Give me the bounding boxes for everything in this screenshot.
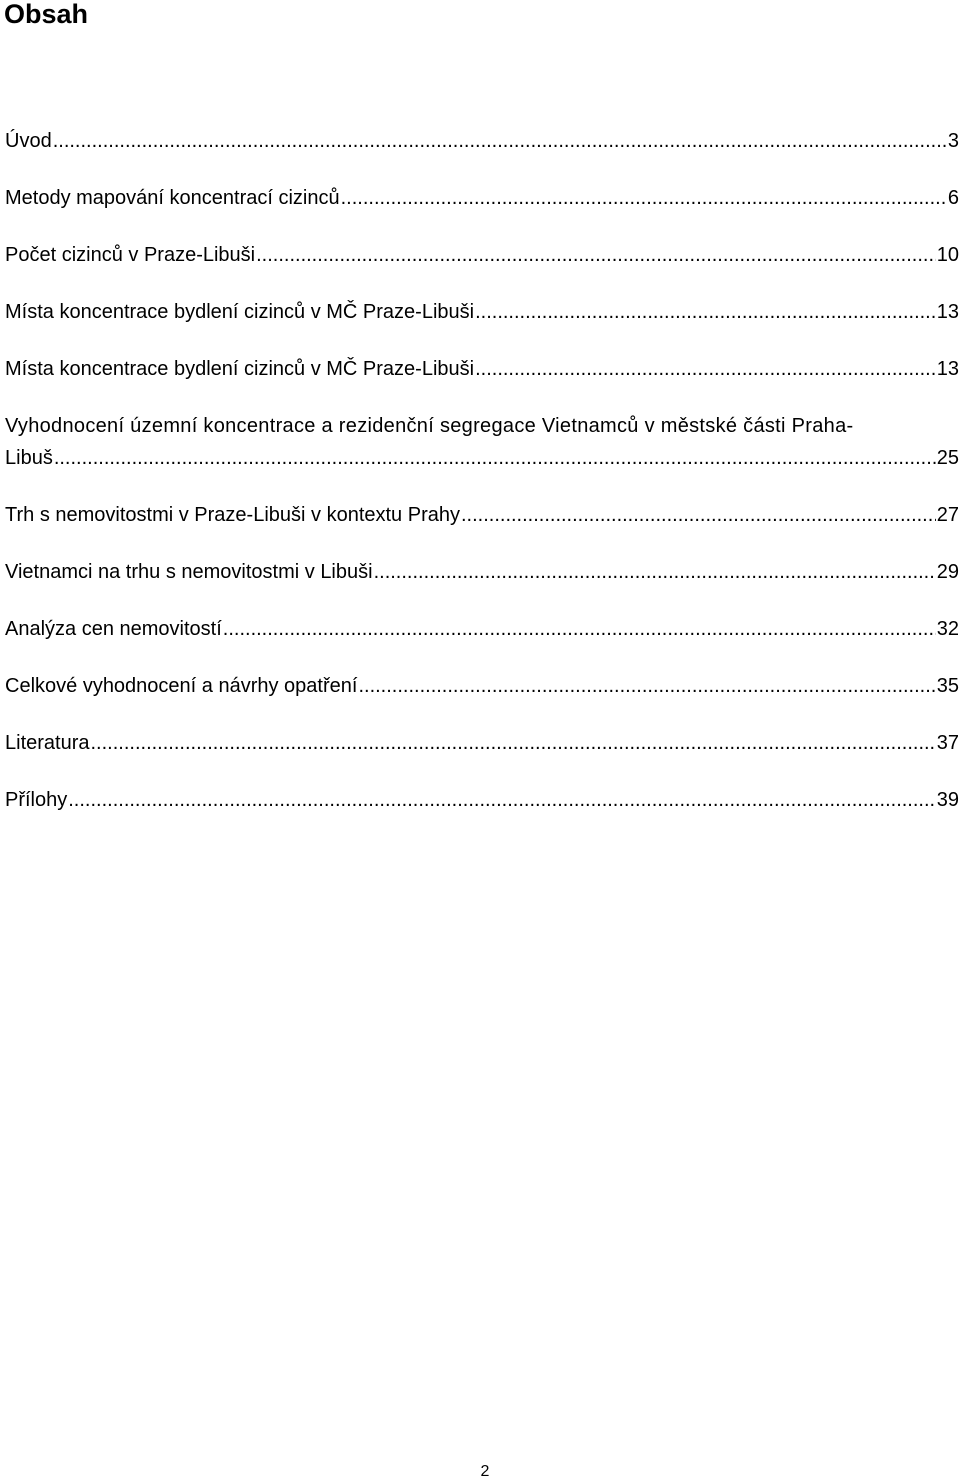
toc-dot-leader [341,182,947,214]
toc-entry[interactable] [5,410,959,474]
toc-page-number: 37 [936,732,959,754]
toc-entry[interactable] [5,125,959,157]
toc-dot-leader [91,727,936,759]
toc-entry[interactable] [5,613,959,645]
toc-dot-leader [54,442,936,474]
toc-line [5,353,959,385]
toc-entry[interactable] [5,182,959,214]
toc-line [5,125,959,157]
toc-entry-title: Místa koncentrace bydlení cizinců v MČ Praze-Libuši [5,358,475,380]
toc-line [5,296,959,328]
toc-entry[interactable] [5,499,959,531]
toc-entry-title: Počet cizinců v Praze-Libuši [5,244,256,266]
toc-entry-title: Přílohy [5,789,68,811]
toc-entry[interactable] [5,727,959,759]
page-number: 2 [480,1463,490,1480]
toc-page-number: 13 [936,358,959,380]
toc-entry-title: Analýza cen nemovitostí [5,618,222,640]
toc-entry-title: Úvod [5,130,52,152]
toc-page-number: 10 [936,244,959,266]
toc-entry-title: Metody mapování koncentrací cizinců [5,187,340,209]
toc-entry[interactable] [5,556,959,588]
toc-line [5,499,959,531]
toc-line [5,556,959,588]
toc-page-number: 32 [936,618,959,640]
toc-page-number: 35 [936,675,959,697]
toc-line [5,670,959,702]
toc-entry[interactable] [5,239,959,271]
toc-dot-leader [374,556,936,588]
toc-line [5,613,959,645]
toc-line [5,727,959,759]
toc-entry-title: Místa koncentrace bydlení cizinců v MČ Praze-Libuši [5,301,475,323]
toc-entry-title-line-2: Libuš [5,447,53,469]
toc-dot-leader [53,125,947,157]
toc-page-number: 29 [936,561,959,583]
toc-entry[interactable] [5,353,959,385]
toc-dot-leader [358,670,935,702]
toc-dot-leader [256,239,936,271]
toc-dot-leader [475,296,936,328]
toc-dot-leader [68,784,936,816]
toc-line [5,239,959,271]
toc-page-number: 13 [936,301,959,323]
toc-entry-title: Literatura [5,732,90,754]
table-of-contents [5,125,959,841]
toc-entry-title: Celkové vyhodnocení a návrhy opatření [5,675,358,697]
page-title: Obsah [4,0,89,29]
toc-page-number: 3 [947,130,959,152]
toc-entry[interactable] [5,670,959,702]
toc-dot-leader [475,353,936,385]
toc-page-number: 25 [936,447,959,469]
toc-page-number: 6 [947,187,959,209]
toc-dot-leader [461,499,936,531]
toc-entry-title-line-1: Vyhodnocení územní koncentrace a rezidenční segregace Vietnamců v městské části Praha- [5,415,854,437]
toc-entry-title: Trh s nemovitostmi v Praze-Libuši v kontextu Prahy [5,504,460,526]
toc-page-number: 27 [936,504,959,526]
toc-line [5,784,959,816]
toc-entry-title: Vietnamci na trhu s nemovitostmi v Libuši [5,561,373,583]
toc-line [5,442,959,474]
toc-entry[interactable] [5,296,959,328]
toc-line [5,182,959,214]
toc-page-number: 39 [936,789,959,811]
toc-dot-leader [223,613,936,645]
toc-entry[interactable] [5,784,959,816]
